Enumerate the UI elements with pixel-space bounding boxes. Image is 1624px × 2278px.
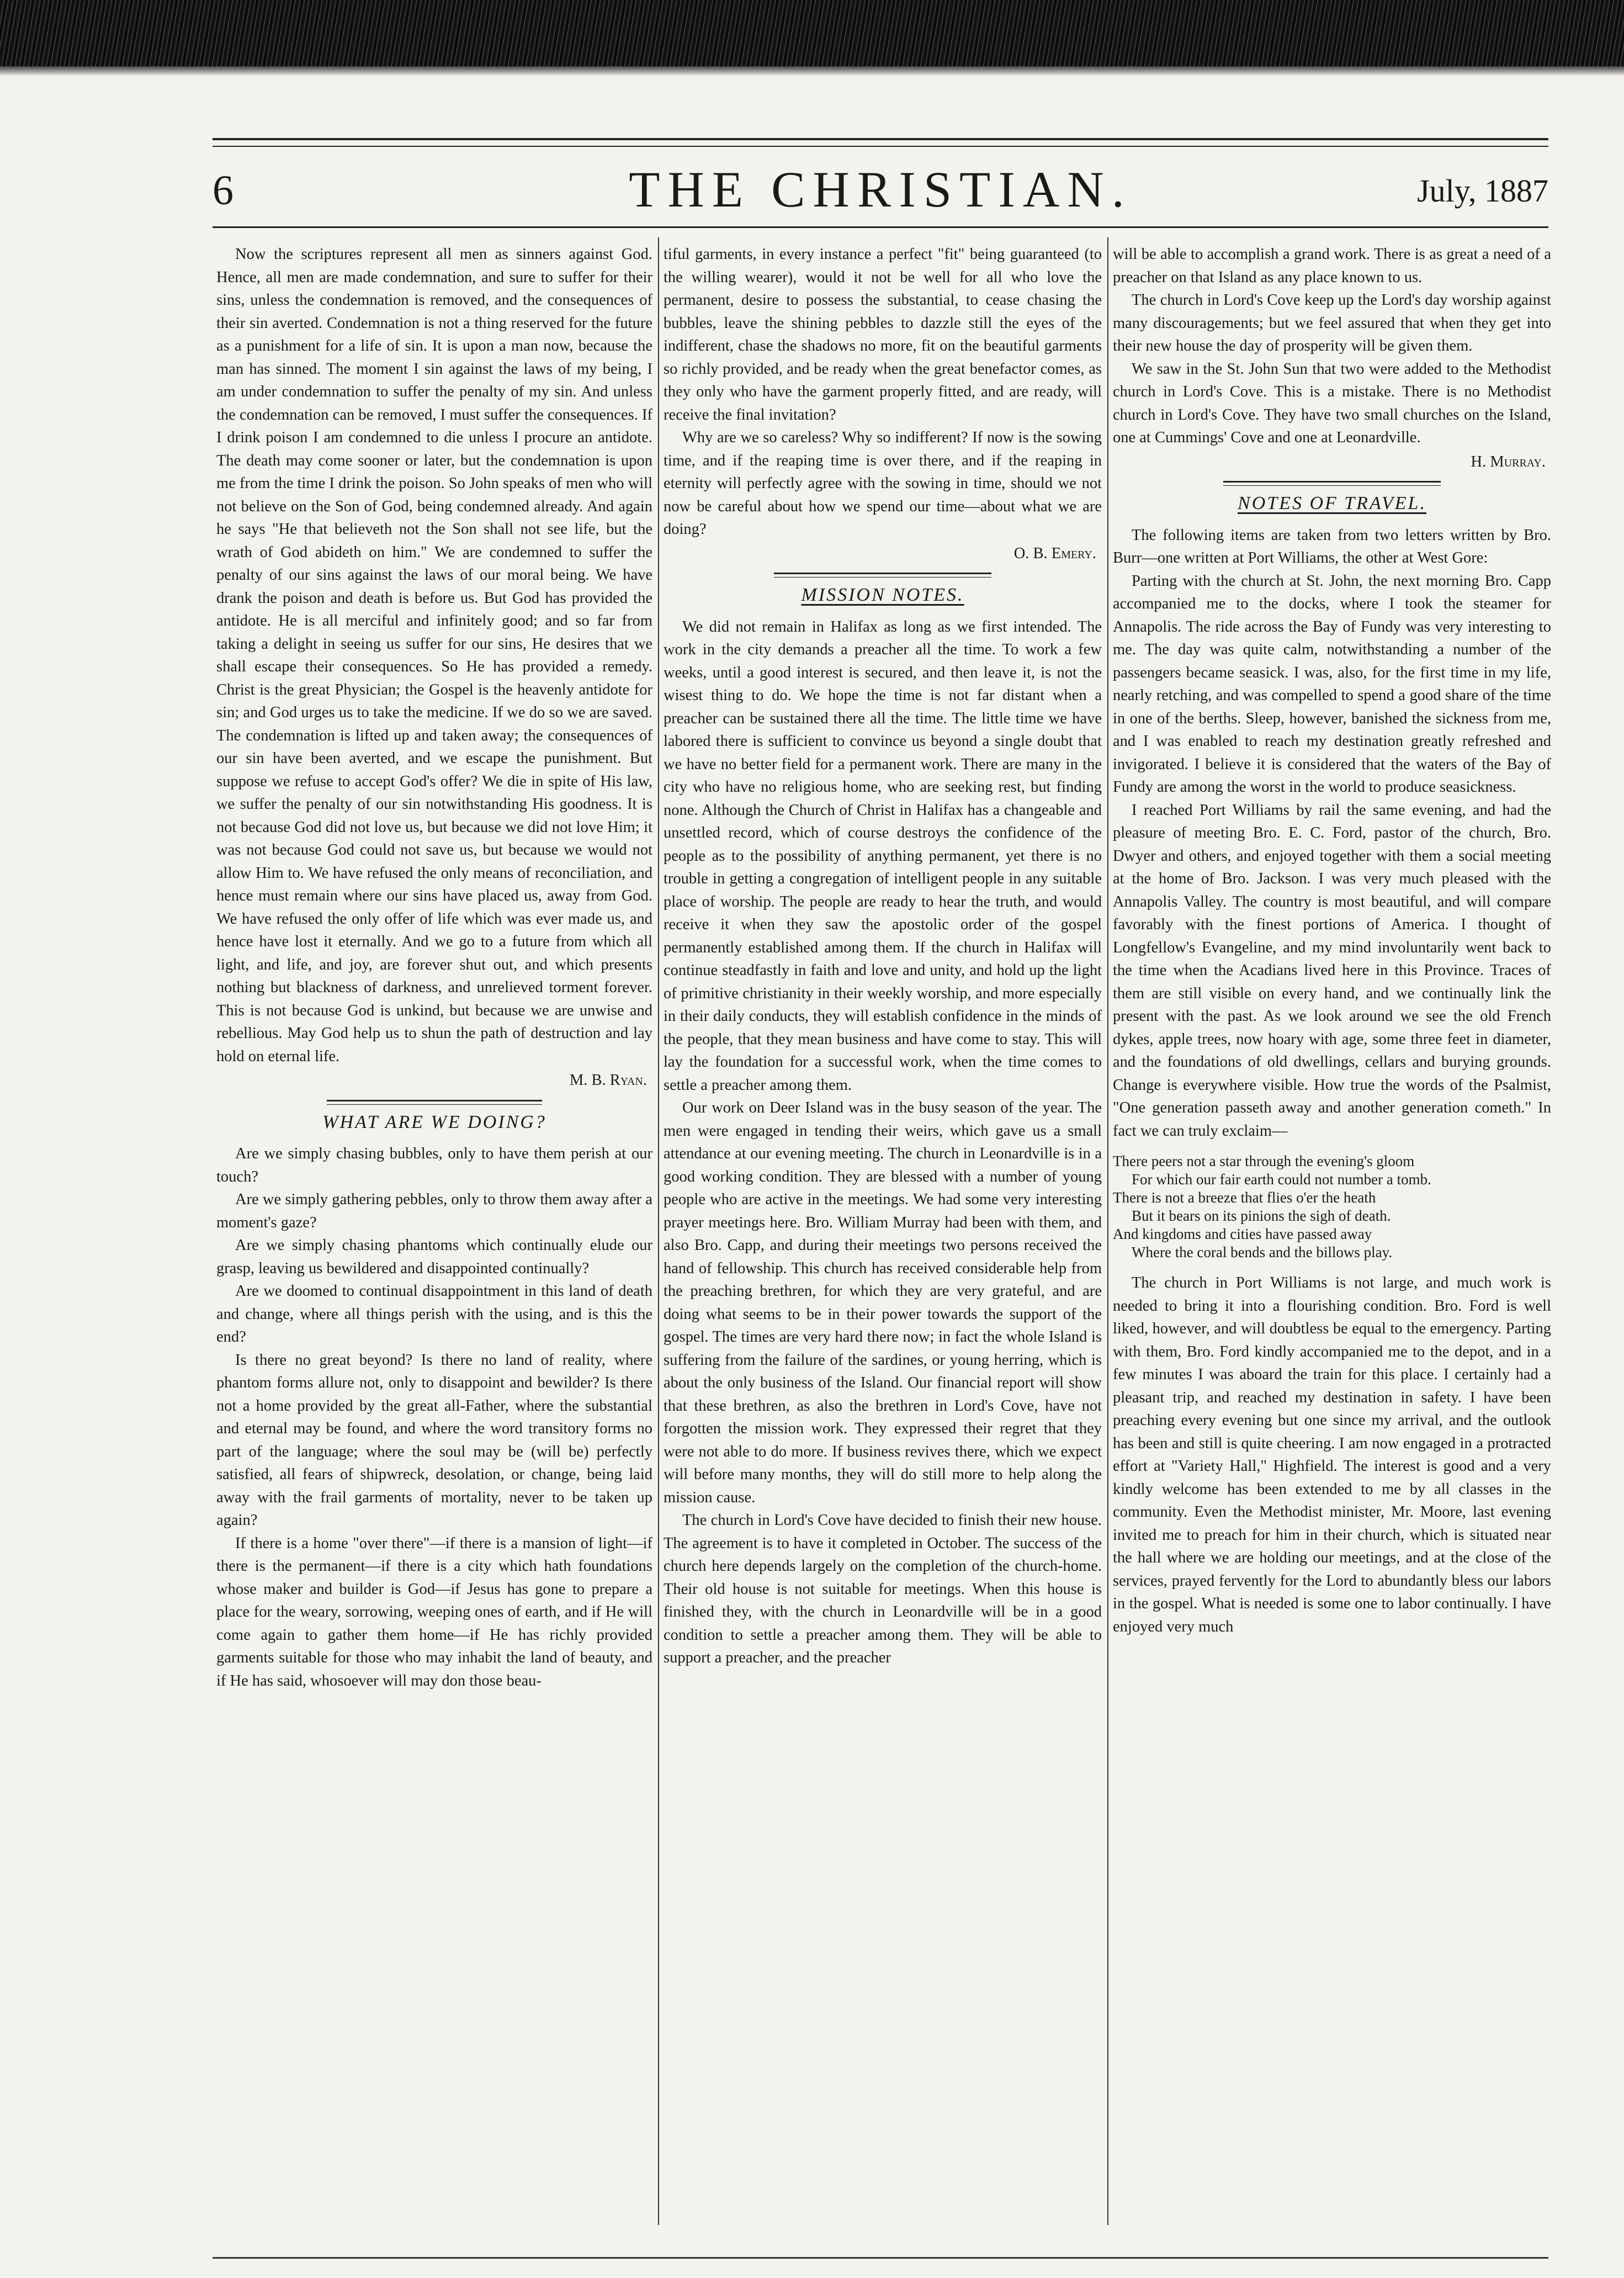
header-ornamental-rule [213, 138, 1548, 147]
article-paragraph: Parting with the church at St. John, the next morning Bro. Capp accompanied me to the docks, where I took the steamer for Annapolis. The ride across the Bay of Fundy was very interesting to me. The day was quite calm, notwithstanding a number of the passengers became seasick. I was, also, for the first time in my life, nearly retching, and was compelled to spend a good share of the time in one of the berths. Sleep, however, banished the sickness from me, and I was enabled to reach my destination greatly refreshed and invigorated. I believe it is considered that the waters of the Bay of Fundy are among the worst in the world to produce seasickness. [1113, 572, 1551, 796]
article-intro: The following items are taken from two letters written by Bro. Burr—one written at Port Williams, the other at West Gore: [1113, 526, 1551, 566]
article-paragraph: will be able to accomplish a grand work. There is as great a need of a preacher on that Island as any place known to us. [1113, 246, 1551, 286]
article-paragraph: I reached Port Williams by rail the same evening, and had the pleasure of meeting Bro. E. C. Ford, pastor of the church, Bro. Dwyer and others, and enjoyed together with them a social meeting at the home of Bro. Jackson. I was very much pleased with the Annapolis Valley. The country is most beautiful, and will compare favorably with the finest portions of America. I thought of Longfellow's Evangeline, and my mind involuntarily went back to the time when the Acadians lived here in this Province. Traces of them are still visible on every hand, and we continually link the present with the past. As we look around we see the old French dykes, apple trees, now hoary with age, some three feet in diameter, and the foundations of old dwellings, cellars and burying grounds. Change is everywhere visible. How true the words of the Psalmist, "One generation passeth away and another generation cometh." In fact we can truly exclaim— [1113, 801, 1551, 1140]
masthead [213, 160, 1548, 221]
article-heading: MISSION NOTES. [664, 573, 1102, 607]
article-paragraph: Now the scriptures represent all men as sinners against God. Hence, all men are made condemnation, and sure to suffer for their sins, unless the condemnation is removed, and the consequences of their sin averted. Condemnation is not a thing reserved for the future as a punishment for a life of sin. It is upon a man now, because the man has sinned. The moment I sin against the laws of my being, I am under condemnation to suffer the penalty of my sin. And unless the condemnation can be removed, I must suffer the consequences. If I drink poison I am condemned to die unless I procure an antidote. The death may come sooner or later, but the condemnation is upon me from the time I drink the poison. So John speaks of men who will not believe on the Son of God, being condemned already. And again he says "He that believeth not the Son shall not see life, but the wrath of God abideth on him." We are condemned to suffer the penalty of our sins against the laws of our moral being. We have drank the poison and death is before us. But God has provided the antidote. He is all merciful and infinitely good; and so far from taking a delight in seeing us suffer for our sins, He desires that we shall escape their consequences. So He has provided a remedy. Christ is the great Physician; the Gospel is the heavenly antidote for sin; and God urges us to take the medicine. If we do so we are saved. The condemnation is lifted up and taken away; the consequences of our sin have been averted, and we escape the punishment. But suppose we refuse to accept God's offer? We die in spite of His law, we suffer the penalty of our sin notwithstanding His goodness. It is not because God did not love us, but because we did not love Him; it was not because God could not save us, but because we would not allow Him to. We have refused the only means of reconciliation, and hence must remain where our sins have placed us, away from God. We have refused the only offer of life which was ever made us, and hence have lost it eternally. And we go to a future from which all light, and life, and joy, are forever shut out, and which presents nothing but blackness of darkness, and unrelieved torment forever. This is not because God is unkind, but because we are unwise and rebellious. May God help us to shun the path of destruction and lay hold on eternal life. [216, 246, 652, 1065]
poem-line: But it bears on its pinions the sigh of death. [1132, 1207, 1391, 1224]
article-paragraph: Why are we so careless? Why so indifferent? If now is the sowing time, and if the reaping time is over there, and if the reaping in eternity will perfectly agree with the sowing in time, should we not now be careful about how we spend our time—about what we are doing? [664, 429, 1102, 538]
article-paragraph: Are we simply chasing bubbles, only to have them perish at our touch? [216, 1145, 652, 1185]
column-1 [216, 243, 652, 2219]
column-divider [1107, 237, 1108, 2225]
poem-line: There peers not a star through the evening's gloom [1113, 1153, 1415, 1169]
poem-line: Where the coral bends and the billows play. [1132, 1244, 1393, 1260]
author-signature: H. Murray. [1471, 453, 1546, 470]
poem-line: There is not a breeze that flies o'er the heath [1113, 1189, 1376, 1206]
masthead-rule [213, 226, 1548, 228]
article-heading: NOTES OF TRAVEL. [1113, 481, 1551, 515]
article-paragraph: We did not remain in Halifax as long as we first intended. The work in the city demands a preacher all the time. To work a few weeks, until a good interest is secured, and then leave it, is not the wisest thing to do. We hope the time is not far distant when a preacher can be sustained there all the time. The little time we have labored there is sufficient to convince us beyond a single doubt that we have no better field for a permanent work. There are many in the city who have no religious home, who are seeking rest, but finding none. Although the Church of Christ in Halifax has a changeable and unsettled record, which of course destroys the confidence of the people as to the possibility of anything permanent, yet there is no trouble in getting a congregation of intelligent people in any suitable place of worship. The people are ready to hear the truth, and would receive it when they saw the apostolic order of the gospel permanently established among them. If the church in Halifax will continue steadfastly in faith and love and unity, and hold up the light of primitive christianity in their weekly worship, and more especially in their daily conducts, they will establish confidence in the minds of the people, that they mean business and have come to stay. This will lay the foundation for a successful work, when the time comes to settle a preacher among them. [664, 618, 1102, 1094]
article-paragraph: The church in Lord's Cove have decided to finish their new house. The agreement is to have it completed in October. The success of the church here depends largely on the completion of the church-home. Their old house is not suitable for meetings. When this house is finished they, with the church in Leonardville will be in a good condition to settle a preacher among them. They will be able to support a preacher, and the preacher [664, 1512, 1102, 1666]
article-paragraph: Is there no great beyond? Is there no land of reality, where phantom forms allure not, only to disappoint and bewilder? Is there not a home provided by the great all-Father, where the substantial and eternal may be found, and where the word transitory forms no part of the language; where the soul may be (will be) perfectly satisfied, all fears of shipwreck, desolation, or change, being laid away with the frail garments of mortality, never to be taken up again? [216, 1351, 652, 1529]
issue-date: July, 1887 [1417, 173, 1548, 209]
article-paragraph: The church in Lord's Cove keep up the Lord's day worship against many discouragements; but we feel assured that when they get into their new house the day of prosperity will be given them. [1113, 292, 1551, 354]
publication-title: THE CHRISTIAN. [629, 161, 1132, 218]
article-paragraph: We saw in the St. John Sun that two were added to the Methodist church in Lord's Cove. This is a mistake. There is no Methodist church in Lord's Cove. They have two small churches on the Island, one at Cummings' Cove and one at Leonardville. [1113, 360, 1551, 446]
footer-rule [213, 2257, 1548, 2259]
column-3 [1113, 243, 1551, 2219]
poem-quote [1113, 1152, 1551, 1262]
article-paragraph: Our work on Deer Island was in the busy season of the year. The men were engaged in tending their weirs, which gave us a small attendance at our evening meeting. The church in Leonardville is in a good working condition. They are blessed with a number of young people who are active in the meetings. We had some very interesting prayer meetings here. Bro. William Murray had been with them, and also Bro. Capp, and during their meetings two persons received the hand of fellowship. This church has received considerable help from the preaching brethren, for which they are very grateful, and are doing what seems to be in their power towards the support of the gospel. The times are very hard there now; in fact the whole Island is suffering from the failure of the sardines, or young herring, which is about the only business of the Island. Our financial report will show that these brethren, as also the brethren in Lord's Cove, have not forgotten the mission work. They expressed their regret that they were not able to do more. If business revives there, which we expect will before many months, they will do still more to help along the mission cause. [664, 1099, 1102, 1506]
author-signature: M. B. Ryan. [569, 1072, 647, 1089]
article-heading: WHAT ARE WE DOING? [216, 1100, 652, 1134]
author-signature: O. B. Emery. [1013, 544, 1096, 562]
page-number: 6 [213, 167, 233, 214]
article-paragraph: Are we simply chasing phantoms which continually elude our grasp, leaving us bewildered and disappointed continually? [216, 1237, 652, 1277]
article-paragraph: The church in Port Williams is not large, and much work is needed to bring it into a flourishing condition. Bro. Ford is well liked, however, and will doubtless be equal to the emergency. Parting with them, Bro. Ford kindly accompanied me to the depot, and in a few minutes I was aboard the train for this place. I certainly had a pleasant trip, and reached my destination in safety. I have been preaching every evening but one since my arrival, and the outlook has been and still is quite cheering. I am now engaged in a protracted effort at "Variety Hall," Highfield. The interest is good and a very kindly welcome has been extended to me by all classes in the community. Even the Methodist minister, Mr. Moore, last evening invited me to preach for him in their church, which is situated near the hall where we are holding our meetings, and at the close of the services, prayed fervently for the Lord to abundantly bless our labors in the gospel. What is needed is some one to labor continually. I have enjoyed very much [1113, 1274, 1551, 1635]
column-divider [658, 237, 659, 2225]
article-paragraph: tiful garments, in every instance a perfect "fit" being guaranteed (to the willing wearer), would it not be well for all who love the permanent, desire to possess the substantial, to cease chasing the bubbles, leave the shining pebbles to dazzle still the eyes of the indifferent, chase the shadows no more, fit on the beautiful garments so richly provided, and be ready when the great benefactor comes, as they only who have the garment properly fitted, and are ready, will receive the final invitation? [664, 246, 1102, 423]
column-2 [664, 243, 1102, 2219]
article-paragraph: Are we simply gathering pebbles, only to throw them away after a moment's gaze? [216, 1191, 652, 1231]
article-paragraph: Are we doomed to continual disappointment in this land of death and change, where all things perish with the using, and is this the end? [216, 1283, 652, 1345]
article-paragraph: If there is a home "over there"—if there is a mansion of light—if there is the permanent—if there is a city which hath foundations whose maker and builder is God—if Jesus has gone to prepare a place for the weary, sorrowing, weeping ones of earth, and if He will come again to gather them home—if He has richly provided garments suitable for those who may inhabit the land of beauty, and if He has said, whosoever will may don those beau- [216, 1534, 652, 1689]
poem-line: And kingdoms and cities have passed away [1113, 1226, 1372, 1242]
scan-dark-edge [0, 0, 1624, 66]
poem-line: For which our fair earth could not number a tomb. [1132, 1171, 1431, 1188]
